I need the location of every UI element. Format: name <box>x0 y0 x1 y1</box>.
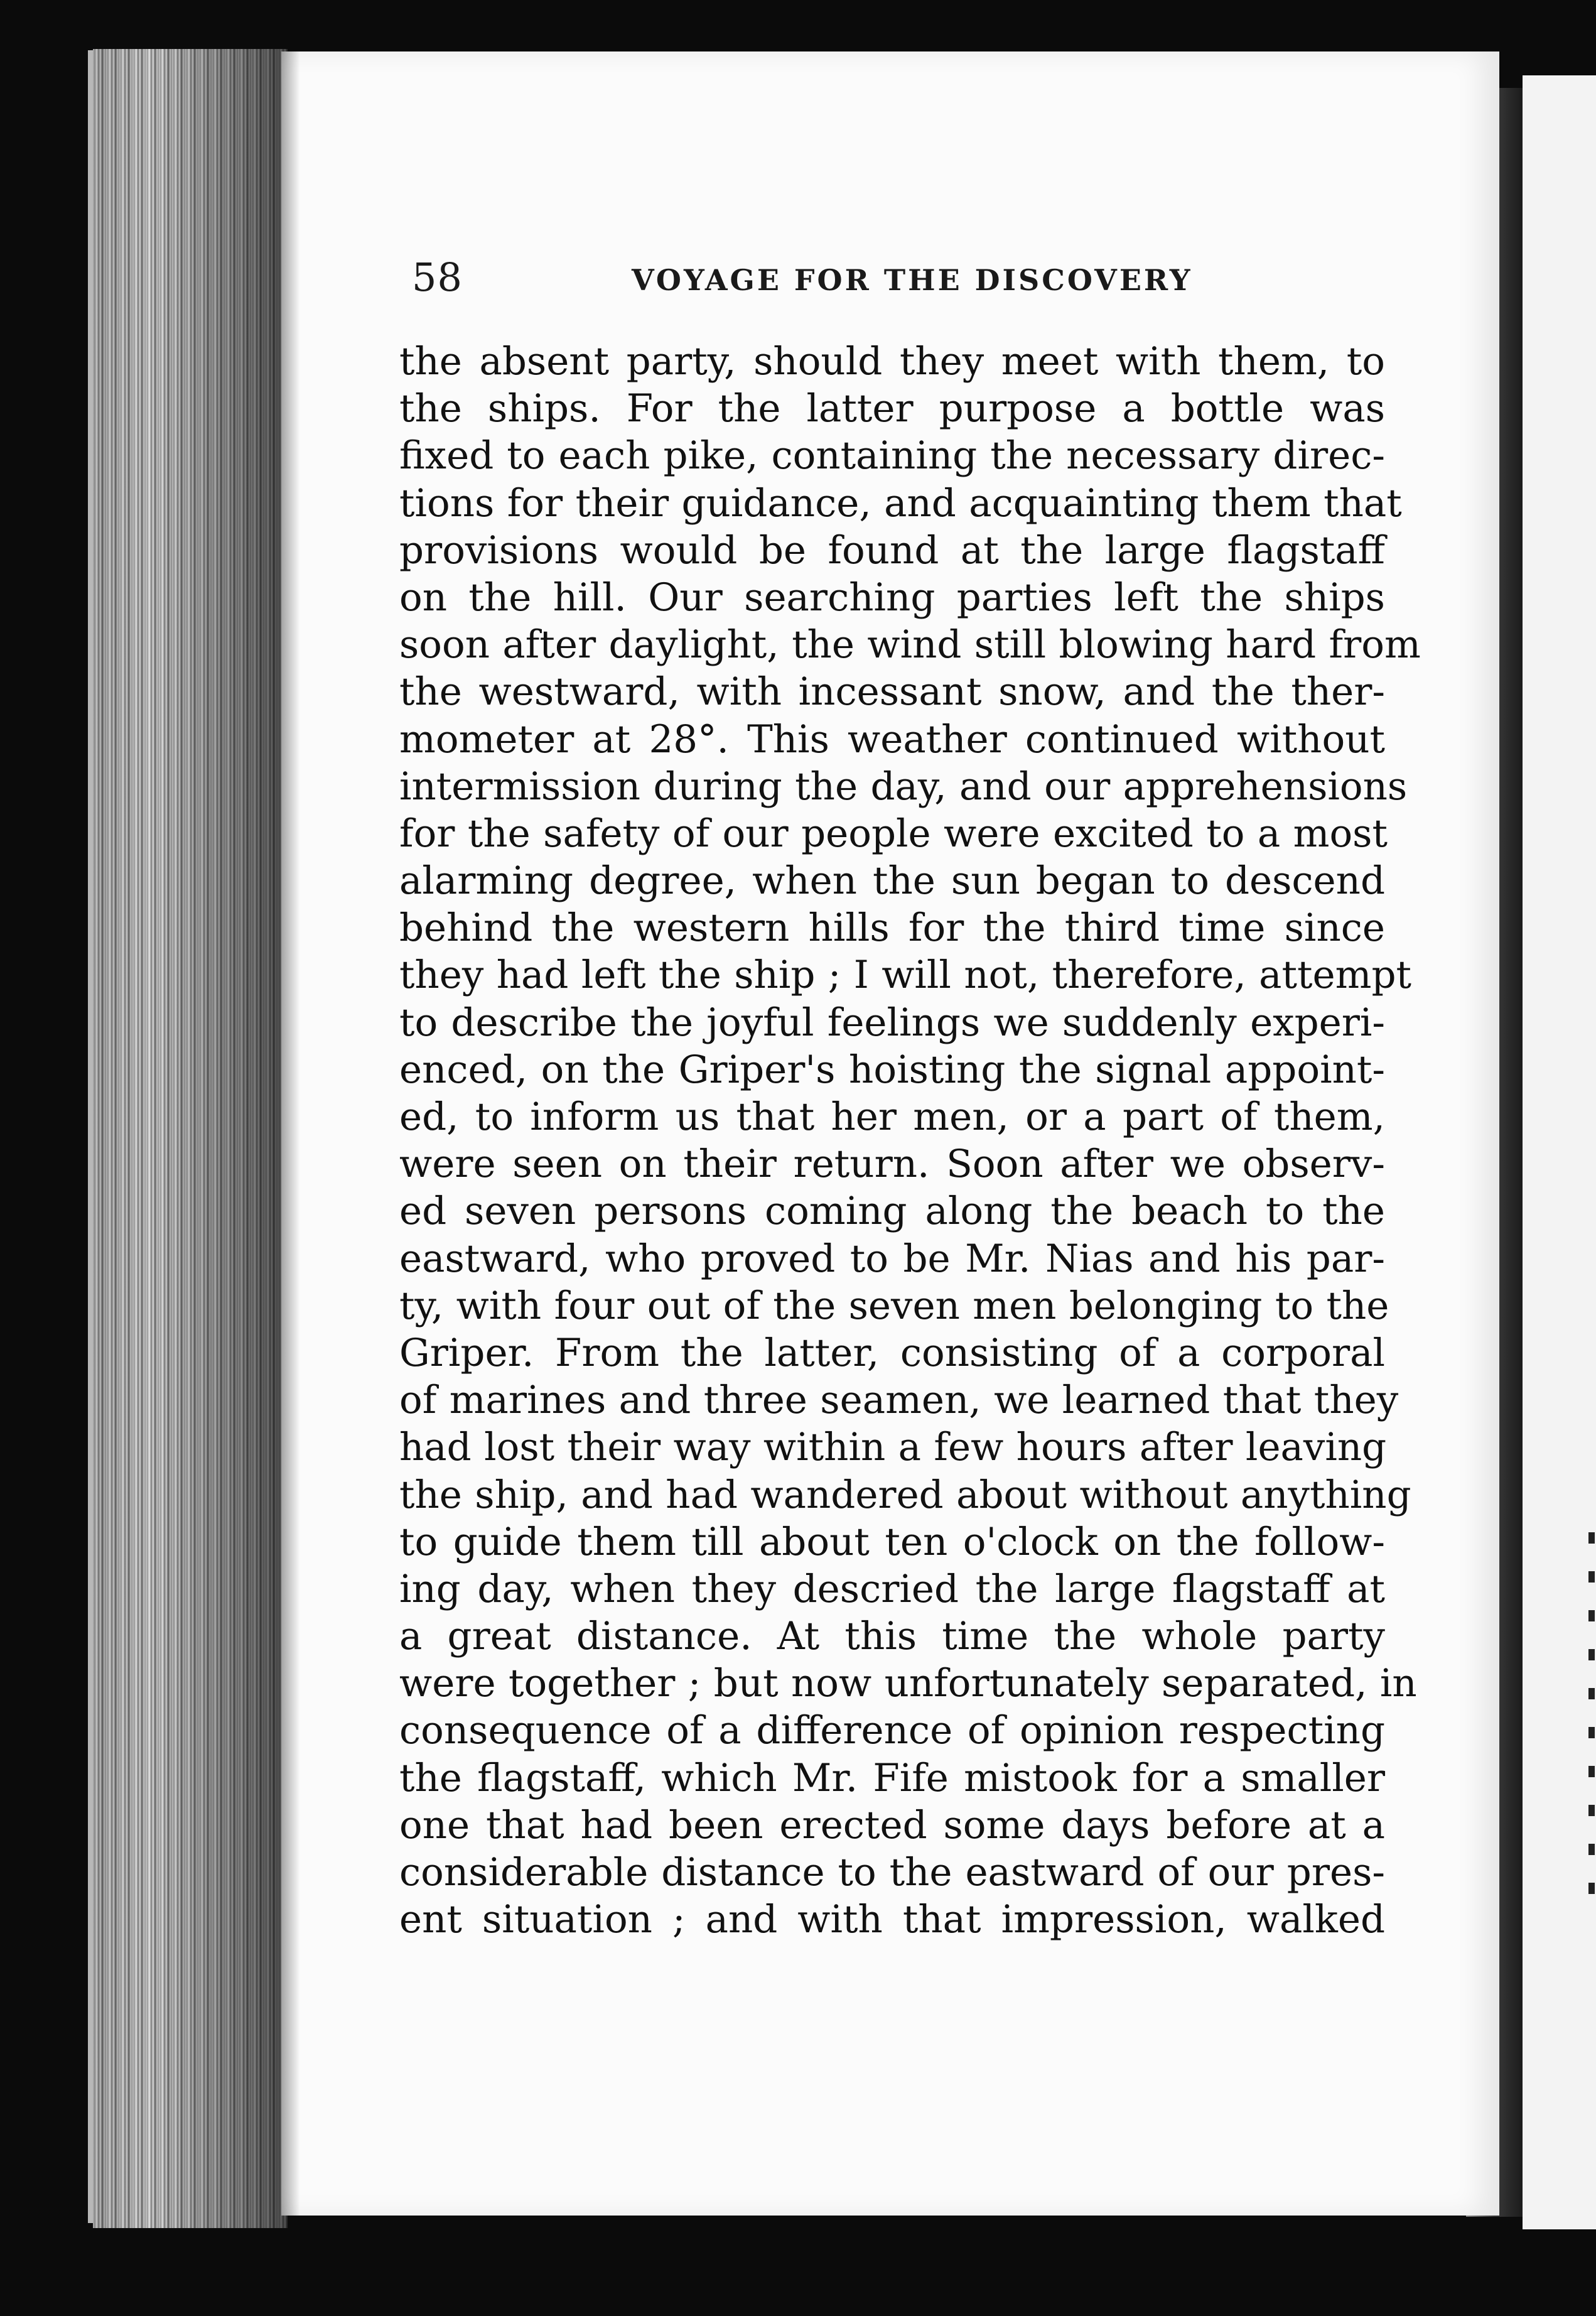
text-line: fixed to each pike, containing the necessary direc- <box>399 433 1385 479</box>
text-line: ed seven persons coming along the beach to the <box>399 1189 1385 1234</box>
text-line: Griper. From the latter, consisting of a corporal <box>399 1330 1385 1375</box>
text-line: considerable distance to the eastward of our pres- <box>399 1850 1385 1895</box>
facing-page-text-fragments <box>1588 1532 1595 1922</box>
text-line: for the safety of our people were excited to a most <box>399 811 1388 856</box>
book-fore-edge <box>93 49 288 2228</box>
text-line: the flagstaff, which Mr. Fife mistook for a smaller <box>399 1755 1385 1800</box>
text-line: consequence of a difference of opinion respecting <box>399 1708 1385 1753</box>
text-line: provisions would be found at the large flagstaff <box>399 528 1385 573</box>
page-gutter-shadow <box>281 51 300 2216</box>
text-line: of marines and three seamen, we learned that they <box>399 1378 1399 1423</box>
text-line: the westward, with incessant snow, and the ther- <box>399 669 1385 715</box>
text-line: mometer at 28°. This weather continued without <box>399 717 1385 762</box>
text-line: the ship, and had wandered about without anything <box>399 1472 1411 1517</box>
text-line: ent situation ; and with that impression, walked <box>399 1897 1385 1942</box>
text-line: behind the western hills for the third time since <box>399 906 1385 951</box>
text-line: on the hill. Our searching parties left the ships <box>399 575 1385 620</box>
text-line: intermission during the day, and our apprehensions <box>399 764 1408 809</box>
text-line: eastward, who proved to be Mr. Nias and his par- <box>399 1236 1385 1281</box>
text-line: enced, on the Griper's hoisting the signal appoint- <box>399 1047 1385 1092</box>
text-line: the ships. For the latter purpose a bottle was <box>399 386 1385 431</box>
text-line: to describe the joyful feelings we suddenly experi- <box>399 1000 1385 1045</box>
text-line: they had left the ship ; I will not, therefore, attempt <box>399 953 1412 998</box>
text-line: soon after daylight, the wind still blowing hard from <box>399 622 1421 668</box>
running-head <box>412 254 1385 305</box>
text-line: a great distance. At this time the whole party <box>399 1614 1385 1659</box>
text-line: to guide them till about ten o'clock on the follow- <box>399 1519 1385 1564</box>
body-text <box>399 338 1421 1943</box>
text-line: alarming degree, when the sun began to descend <box>399 858 1385 904</box>
text-line: had lost their way within a few hours after leaving <box>399 1425 1387 1470</box>
page-number: 58 <box>412 254 463 300</box>
running-head-title: VOYAGE FOR THE DISCOVERY <box>632 263 1193 297</box>
text-line: ing day, when they descried the large flagstaff at <box>399 1566 1385 1611</box>
text-line: tions for their guidance, and acquainting them that <box>399 480 1402 526</box>
facing-page-edge <box>1523 75 1596 2229</box>
text-line: were seen on their return. Soon after we observ- <box>399 1142 1385 1187</box>
text-line: ty, with four out of the seven men belonging to the <box>399 1283 1389 1328</box>
text-line: ed, to inform us that her men, or a part of them, <box>399 1095 1385 1139</box>
text-line: were together ; but now unfortunately separated, in <box>399 1661 1417 1706</box>
text-line: the absent party, should they meet with them, to <box>399 339 1385 384</box>
text-line: one that had been erected some days before at a <box>399 1802 1385 1848</box>
